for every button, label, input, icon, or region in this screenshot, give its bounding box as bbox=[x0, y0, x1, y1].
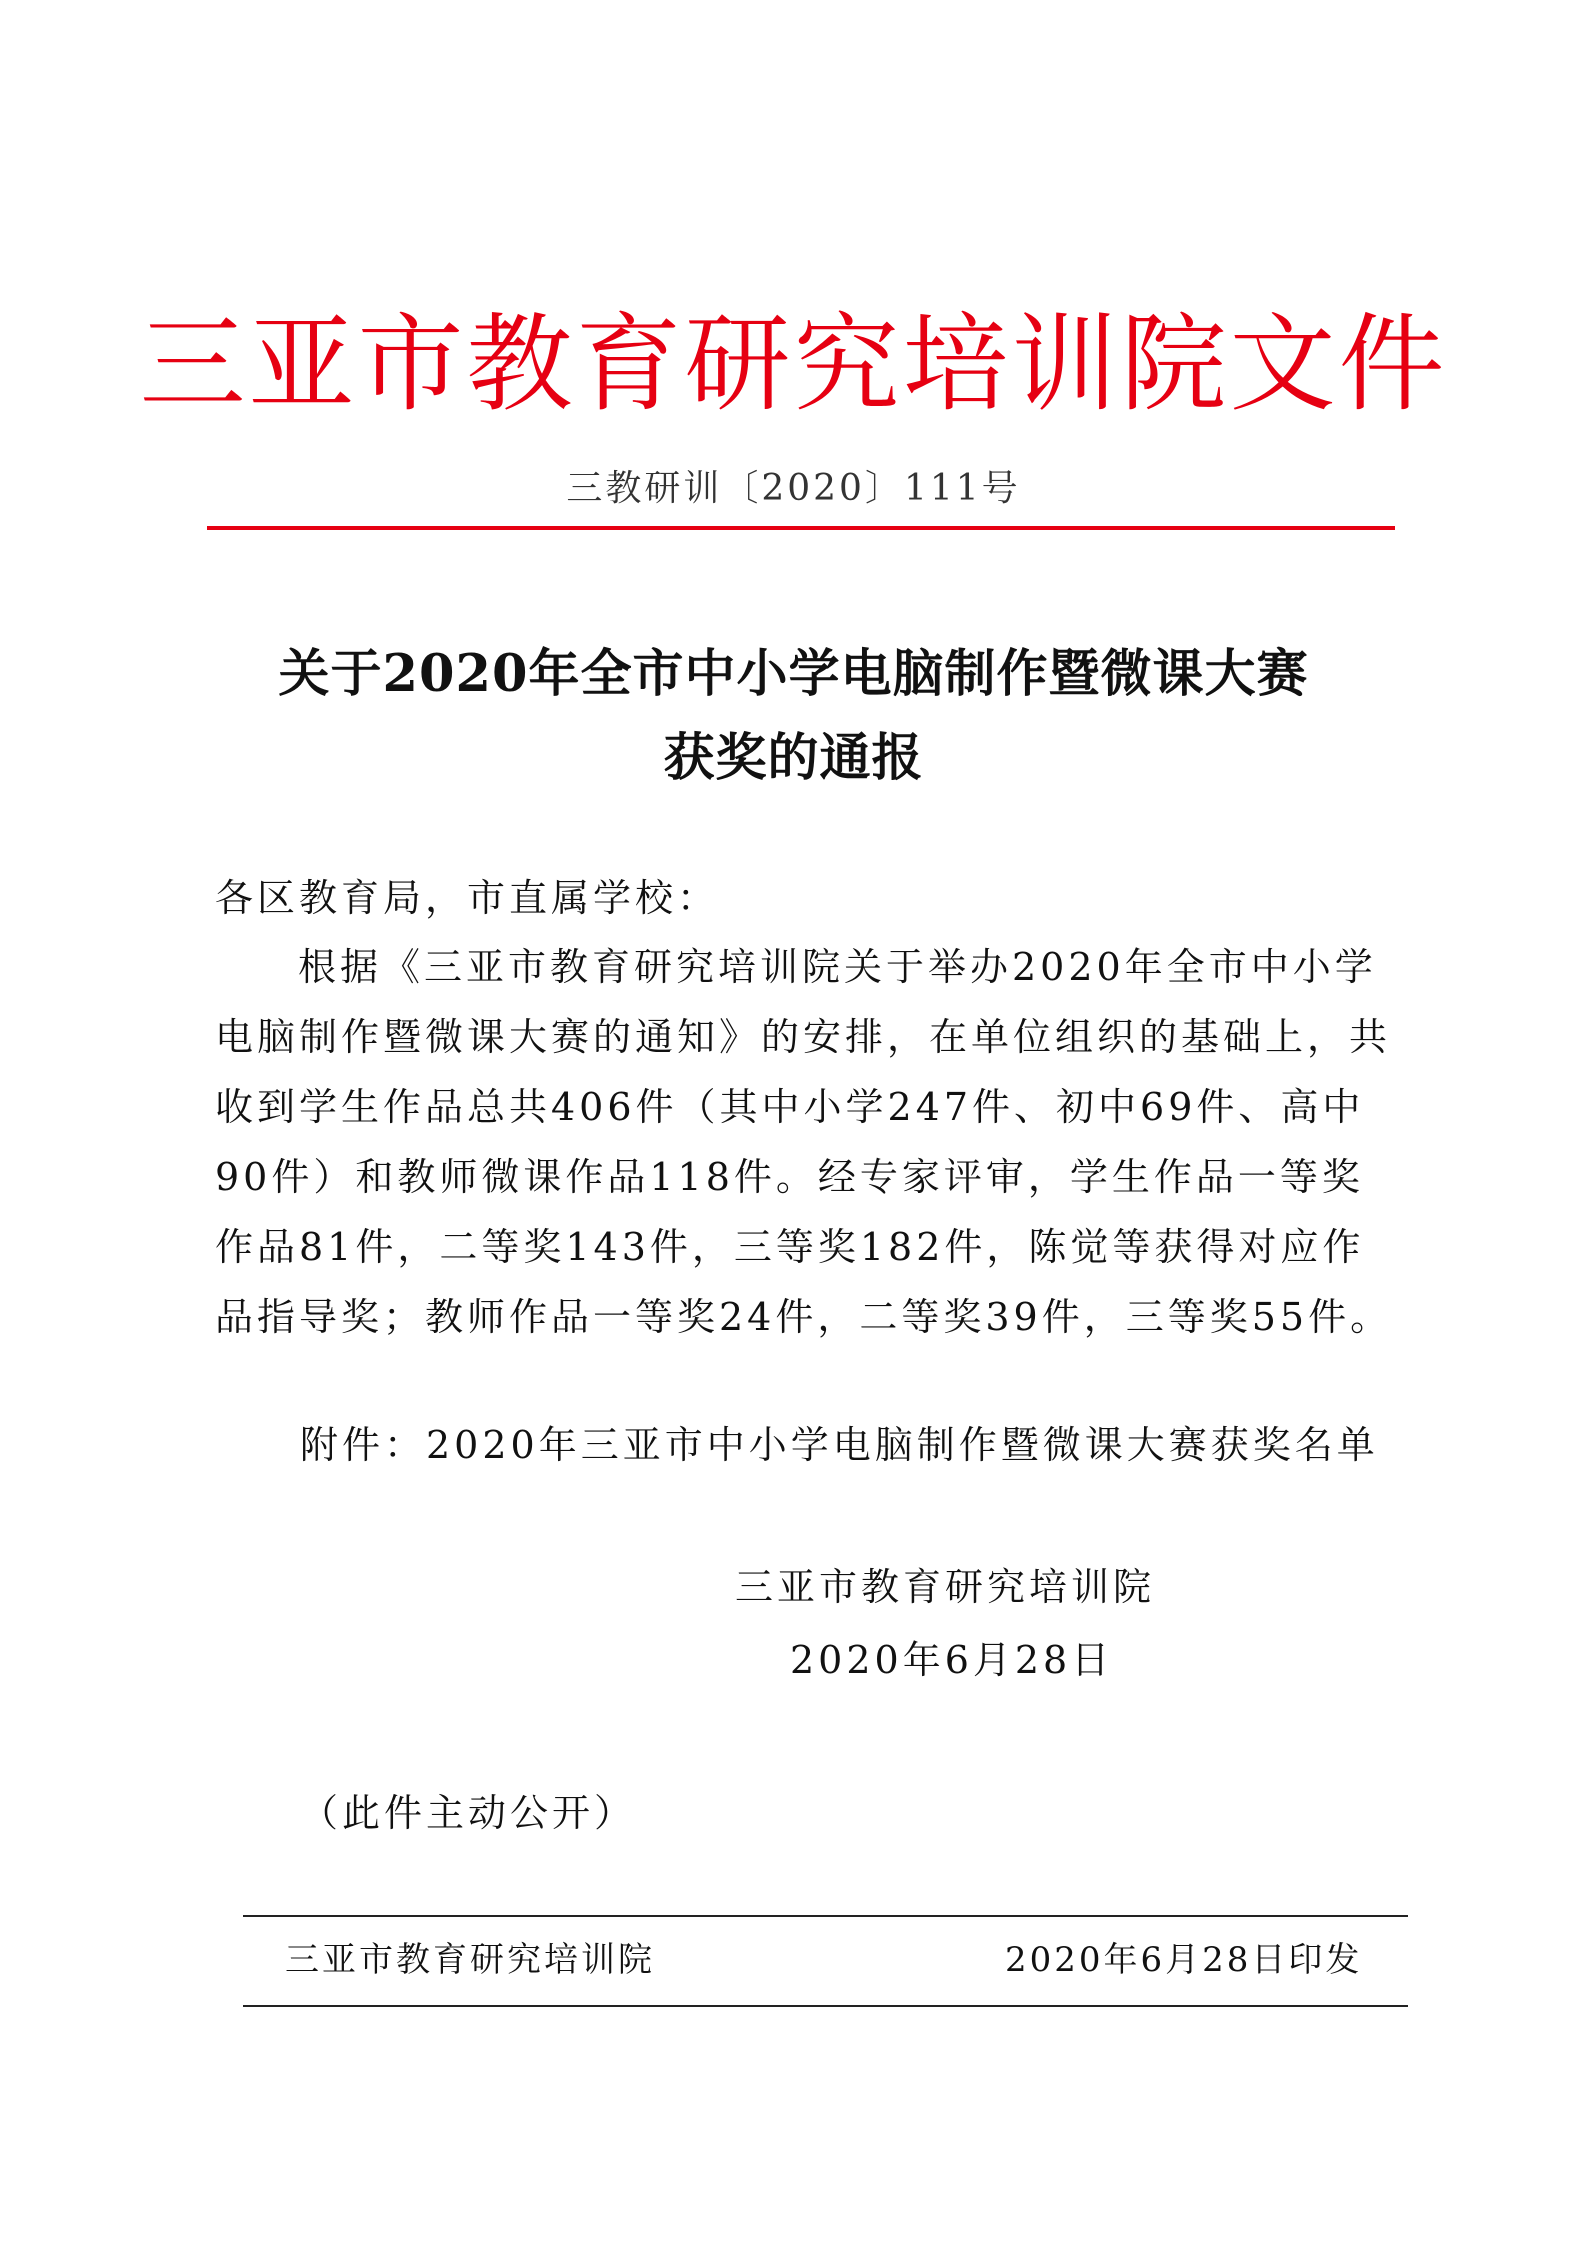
document-number: 三教研训〔2020〕111号 bbox=[566, 468, 1021, 509]
body-line: 收到学生作品总共406件（其中小学247件、初中69件、高中 bbox=[215, 1085, 1365, 1129]
notice-title-line-2: 获奖的通报 bbox=[663, 728, 924, 788]
body-line: 作品81件，二等奖143件，三等奖182件，陈觉等获得对应作 bbox=[215, 1225, 1365, 1269]
footer-issuer: 三亚市教育研究培训院 bbox=[285, 1940, 655, 1980]
salutation: 各区教育局，市直属学校： bbox=[215, 876, 720, 920]
public-disclosure-note: （此件主动公开） bbox=[300, 1791, 637, 1835]
body-paragraph bbox=[215, 932, 1405, 1352]
body-line: 90件）和教师微课作品118件。经专家评审，学生作品一等奖 bbox=[215, 1155, 1364, 1199]
body-line: 品指导奖；教师作品一等奖24件，二等奖39件，三等奖55件。 bbox=[215, 1295, 1393, 1339]
footer-bottom-rule bbox=[243, 2005, 1408, 2007]
document-header-title: 三亚市教育研究培训院文件 bbox=[139, 303, 1448, 426]
footer-print-date: 2020年6月28日印发 bbox=[1005, 1940, 1363, 1980]
attachment-line: 附件：2020年三亚市中小学电脑制作暨微课大赛获奖名单 bbox=[300, 1423, 1379, 1467]
signature-date: 2020年6月28日 bbox=[790, 1638, 1114, 1682]
signature-issuer: 三亚市教育研究培训院 bbox=[735, 1565, 1156, 1609]
red-header-rule bbox=[207, 526, 1395, 530]
notice-title-line-1: 关于2020年全市中小学电脑制作暨微课大赛 bbox=[278, 644, 1309, 704]
footer-top-rule bbox=[243, 1915, 1408, 1917]
body-line: 根据《三亚市教育研究培训院关于举办2020年全市中小学 bbox=[298, 945, 1377, 989]
body-line: 电脑制作暨微课大赛的通知》的安排，在单位组织的基础上，共 bbox=[215, 1015, 1392, 1059]
